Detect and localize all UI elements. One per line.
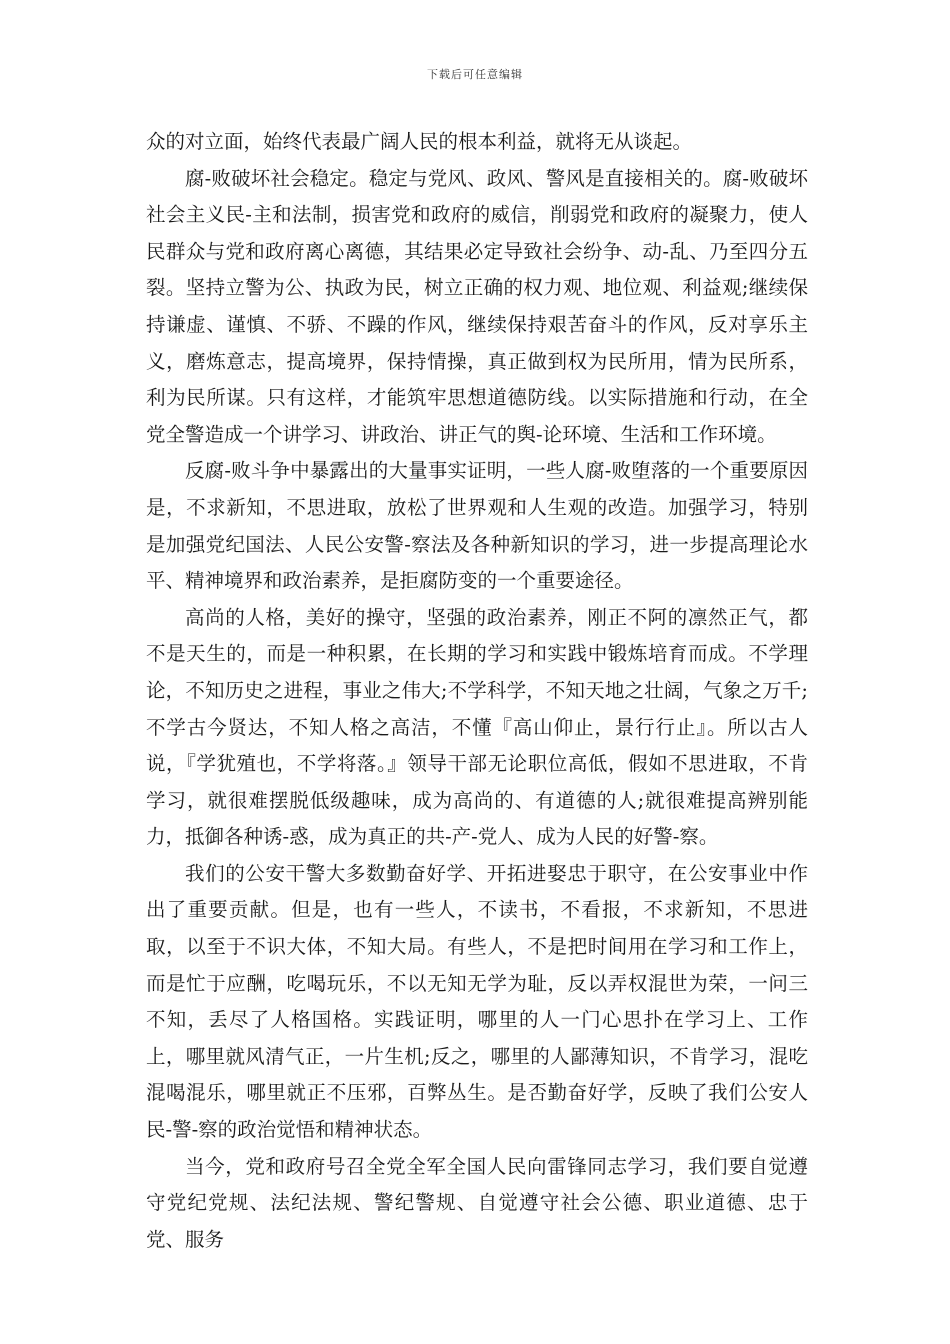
paragraph-corruption-stability: 腐-败破坏社会稳定。稳定与党风、政风、警风是直接相关的。腐-败破坏社会主义民-主和法制，损害党和政府的威信，削弱党和政府的凝聚力，使人民群众与党和政府离心离德，其结果必定导致社会纷争、动-乱、乃至四分五裂。坚持立警为公、执政为民，树立正确的权力观、地位观、利益观;继续保持谦虚、谨慎、不骄、不躁的作风，继续保持艰苦奋斗的作风，反对享乐主义，磨炼意志，提高境界，保持情操，真正做到权为民所用，情为民所系，利为民所谋。只有这样，才能筑牢思想道德防线。以实际措施和行动，在全党全警造成一个讲学习、讲政治、讲正气的舆-论环境、生活和工作环境。 — [146, 166, 808, 446]
paragraph-noble-character: 高尚的人格，美好的操守，坚强的政治素养，刚正不阿的凛然正气，都不是天生的，而是一种积累，在长期的学习和实践中锻炼培育而成。不学理论，不知历史之进程，事业之伟大;不学科学，不知天地之壮阔，气象之万千;不学古今贤达，不知人格之高洁，不懂『高山仰止，景行行止』。所以古人说，『学犹殖也，不学将落。』领导干部无论职位高低，假如不思进取，不肯学习，就很难摆脱低级趣味，成为高尚的、有道德的人;就很难提高辨别能力，抵御各种诱-惑，成为真正的共-产-党人、成为人民的好警-察。 — [146, 605, 808, 849]
paragraph-police-officers: 我们的公安干警大多数勤奋好学、开拓进娶忠于职守，在公安事业中作出了重要贡献。但是，也有一些人，不读书，不看报，不求新知，不思进取，以至于不识大体，不知大局。有些人，不是把时间用在学习和工作上，而是忙于应酬，吃喝玩乐，不以无知无学为耻，反以弄权混世为荣，一问三不知，丢尽了人格国格。实践证明，哪里的人一门心思扑在学习上、工作上，哪里就风清气正，一片生机;反之，哪里的人鄙薄知识，不肯学习，混吃混喝混乐，哪里就正不压邪，百弊丛生。是否勤奋好学，反映了我们公安人民-警-察的政治觉悟和精神状态。 — [146, 861, 808, 1142]
paragraph-learn-from-leifeng: 当今，党和政府号召全党全军全国人民向雷锋同志学习，我们要自觉遵守党纪党规、法纪法规、警纪警规、自觉遵守社会公德、职业道德、忠于党、服务 — [146, 1154, 808, 1251]
paragraph-anti-corruption-study: 反腐-败斗争中暴露出的大量事实证明，一些人腐-败堕落的一个重要原因是，不求新知，不思进取，放松了世界观和人生观的改造。加强学习，特别是加强党纪国法、人民公安警-察法及各种新知识的学习，进一步提高理论水平、精神境界和政治素养，是拒腐防变的一个重要途径。 — [146, 459, 808, 593]
page-header: 下载后可任意编辑 — [427, 68, 523, 81]
paragraph-continuation: 众的对立面，始终代表最广阔人民的根本利益，就将无从谈起。 — [146, 130, 693, 153]
document-body — [146, 124, 808, 1258]
